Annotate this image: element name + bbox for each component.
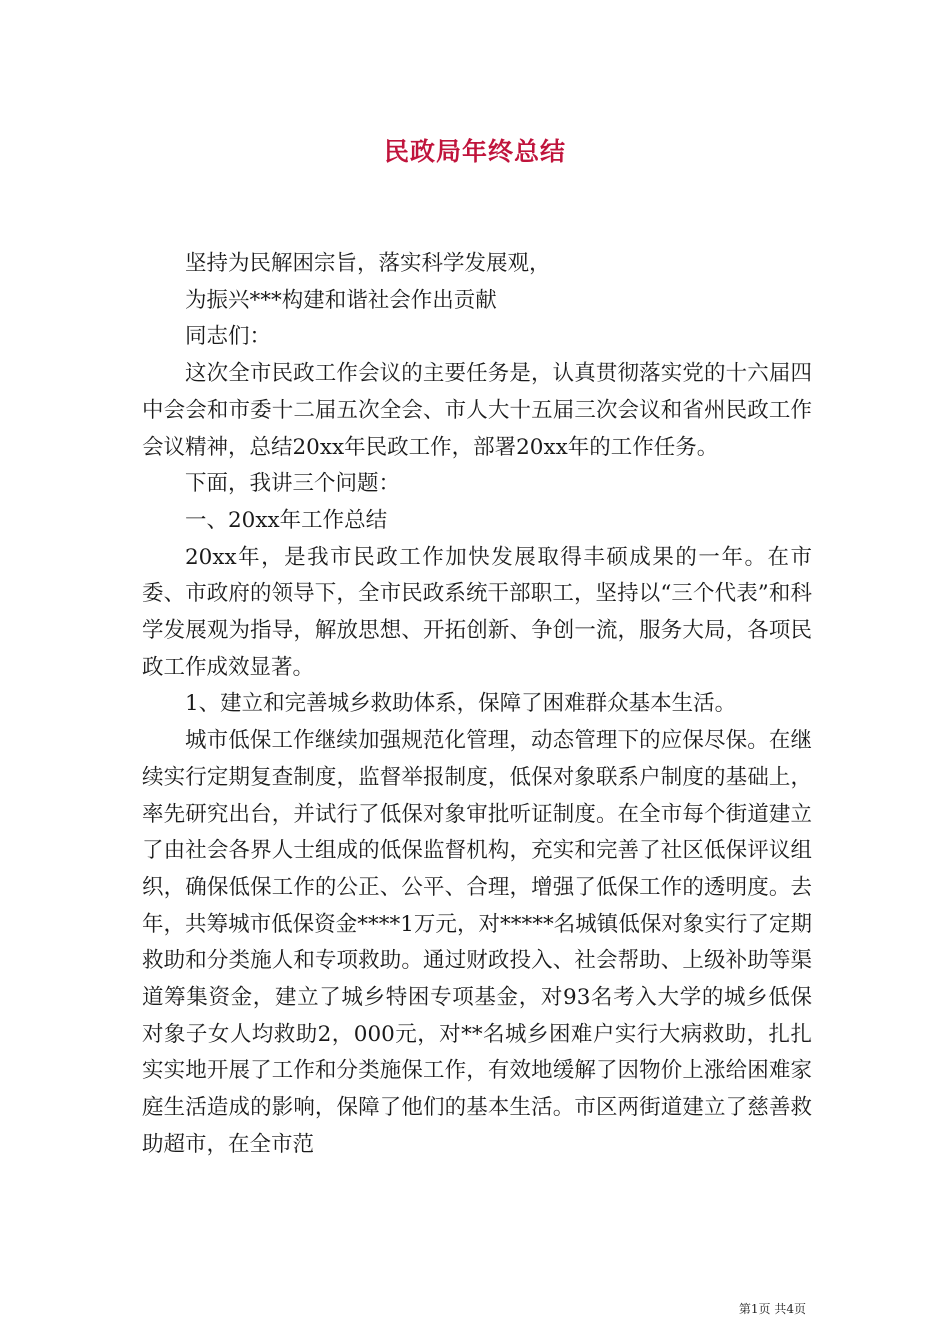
subsection-heading: 1、建立和完善城乡救助体系，保障了困难群众基本生活。 (185, 691, 737, 717)
document-title: 民政局年终总结 (383, 137, 566, 166)
paragraph: 这次全市民政工作会议的主要任务是，认真贯彻落实党的十六届四中会会和市委十二届五次全会、市人大十五届三次会议和省州民政工作会议精神，总结20xx年民政工作，部署20xx年的工作任务。 (142, 361, 812, 460)
paragraph: 同志们： (185, 324, 272, 350)
section-heading: 一、20xx年工作总结 (185, 507, 388, 533)
paragraph: 20xx年，是我市民政工作加快发展取得丰硕成果的一年。在市委、市政府的领导下，全市民政系统干部职工，坚持以“三个代表”和科学发展观为指导，解放思想、开拓创新、争创一流，服务大局，各项民政工作成效显著。 (142, 544, 812, 680)
page-number: 第1页 共4页 (738, 1302, 806, 1316)
paragraph: 城市低保工作继续加强规范化管理，动态管理下的应保尽保。在继续实行定期复查制度，监督举报制度，低保对象联系户制度的基础上，率先研究出台，并试行了低保对象审批听证制度。在全市每个街道建立了由社会各界人士组成的低保监督机构，充实和完善了社区低保评议组织，确保低保工作的公正、公平、合理，增强了低保工作的透明度。去年，共筹城市低保资金****1万元，对*****名城镇低保对象实行了定期救助和分类施人和专项救助。通过财政投入、社会帮助、上级补助等渠道筹集资金，建立了城乡特困专项基金，对93名考入大学的城乡低保对象子女人均救助2，000元，对**名城乡困难户实行大病救助，扎扎实实地开展了工作和分类施保工作，有效地缓解了因物价上涨给困难家庭生活造成的影响，保障了他们的基本生活。市区两街道建立了慈善救助超市，在全市范 (142, 728, 812, 1157)
paragraph: 下面，我讲三个问题： (185, 471, 401, 497)
document-body (142, 246, 812, 1164)
paragraph: 为振兴***构建和谐社会作出贡献 (185, 287, 497, 313)
paragraph: 坚持为民解困宗旨，落实科学发展观， (185, 251, 551, 276)
